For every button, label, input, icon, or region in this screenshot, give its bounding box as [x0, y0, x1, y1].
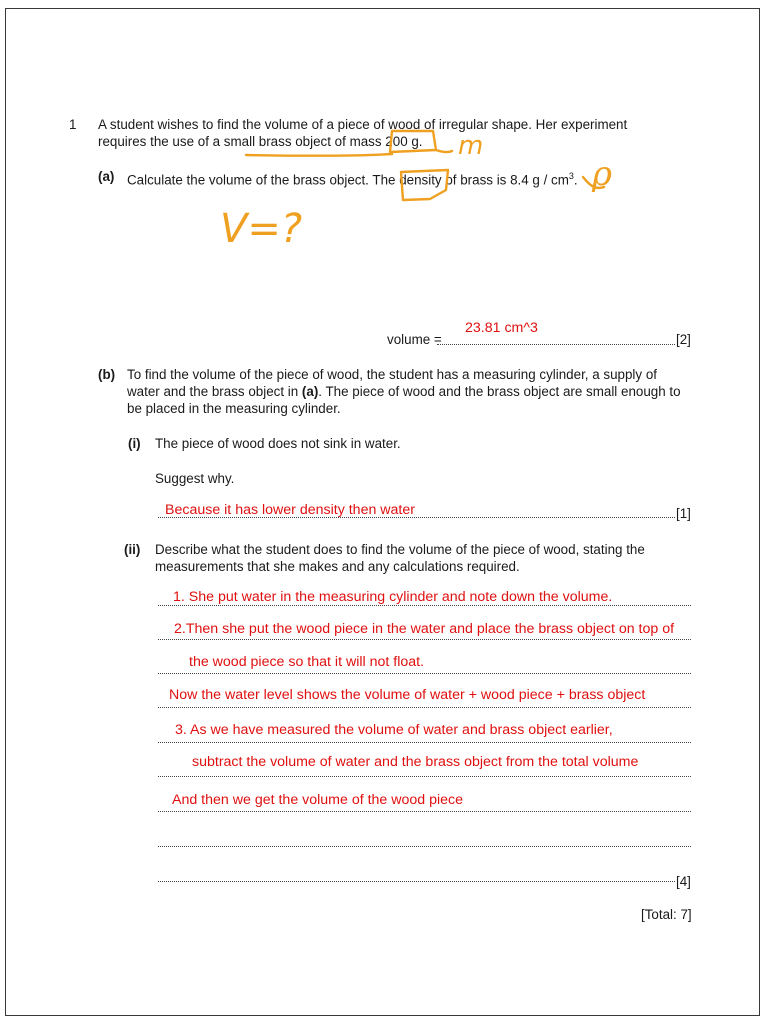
part-b-intro-l1: To find the volume of the piece of wood, the student has a measuring cylinder, a supply of [127, 367, 657, 382]
part-a-label: (a) [98, 169, 115, 184]
part-b-label: (b) [98, 367, 116, 382]
part-a-marks: [2] [676, 332, 691, 347]
volume-answer: 23.81 cm^3 [465, 320, 538, 336]
volume-answer-line [437, 344, 675, 345]
part-a-question: Calculate the volume of the brass object. The density of brass is 8.4 g / $cm^3$. [127, 171, 578, 188]
part-b-ii-text-l1: Describe what the student does to find the volume of the piece of wood, stating the [155, 542, 645, 557]
answer-line [158, 776, 691, 777]
density-word: density [399, 172, 442, 188]
part-b-ii-marks: [4] [676, 874, 691, 889]
volume-label: volume = [387, 332, 442, 347]
part-b-intro-l3: be placed in the measuring cylinder. [127, 401, 341, 416]
ii-answer-1: 1. She put water in the measuring cylinder and note down the volume. [173, 589, 613, 605]
total-marks: [Total: 7] [641, 907, 692, 922]
question-number: 1 [69, 117, 77, 132]
question-intro-line2: requires the use of a small brass object of mass 200 g. [98, 134, 423, 149]
part-b-i-text: The piece of wood does not sink in water. [155, 436, 401, 451]
answer-line [158, 846, 691, 847]
m-annotation: m [458, 131, 484, 161]
ii-answer-6: subtract the volume of water and the brass object from the total volume [192, 754, 639, 770]
answer-line [158, 673, 691, 674]
answer-line [158, 707, 691, 708]
part-b-i-prompt: Suggest why. [155, 471, 235, 486]
part-b-ii-text-l2: measurements that she makes and any calculations required. [155, 559, 520, 574]
ii-answer-5: 3. As we have measured the volume of water and brass object earlier, [175, 722, 613, 738]
question-intro-line1: A student wishes to find the volume of a piece of wood of irregular shape. Her experiment [98, 117, 628, 132]
v-equals-annotation: V=? [220, 206, 303, 252]
ii-answer-7: And then we get the volume of the wood piece [172, 792, 464, 808]
answer-line [158, 742, 691, 743]
answer-line [158, 811, 691, 812]
mass-value: 200 g. [385, 134, 423, 149]
answer-line [158, 881, 675, 882]
ii-answer-4: Now the water level shows the volume of water + wood piece + brass object [169, 687, 646, 703]
part-b-i-marks: [1] [676, 506, 691, 521]
ii-answer-3: the wood piece so that it will not float. [189, 654, 425, 670]
part-b-intro-l2: water and the brass object in (a). The piece of wood and the brass object are small enough to [127, 384, 681, 399]
rho-annotation: ρ [592, 154, 612, 194]
part-b-ii-label: (ii) [124, 542, 141, 557]
answer-line [158, 639, 691, 640]
part-b-i-label: (i) [128, 436, 141, 451]
ii-answer-2: 2.Then she put the wood piece in the water and place the brass object on top of [174, 621, 675, 637]
part-b-i-answer: Because it has lower density then water [165, 502, 415, 518]
